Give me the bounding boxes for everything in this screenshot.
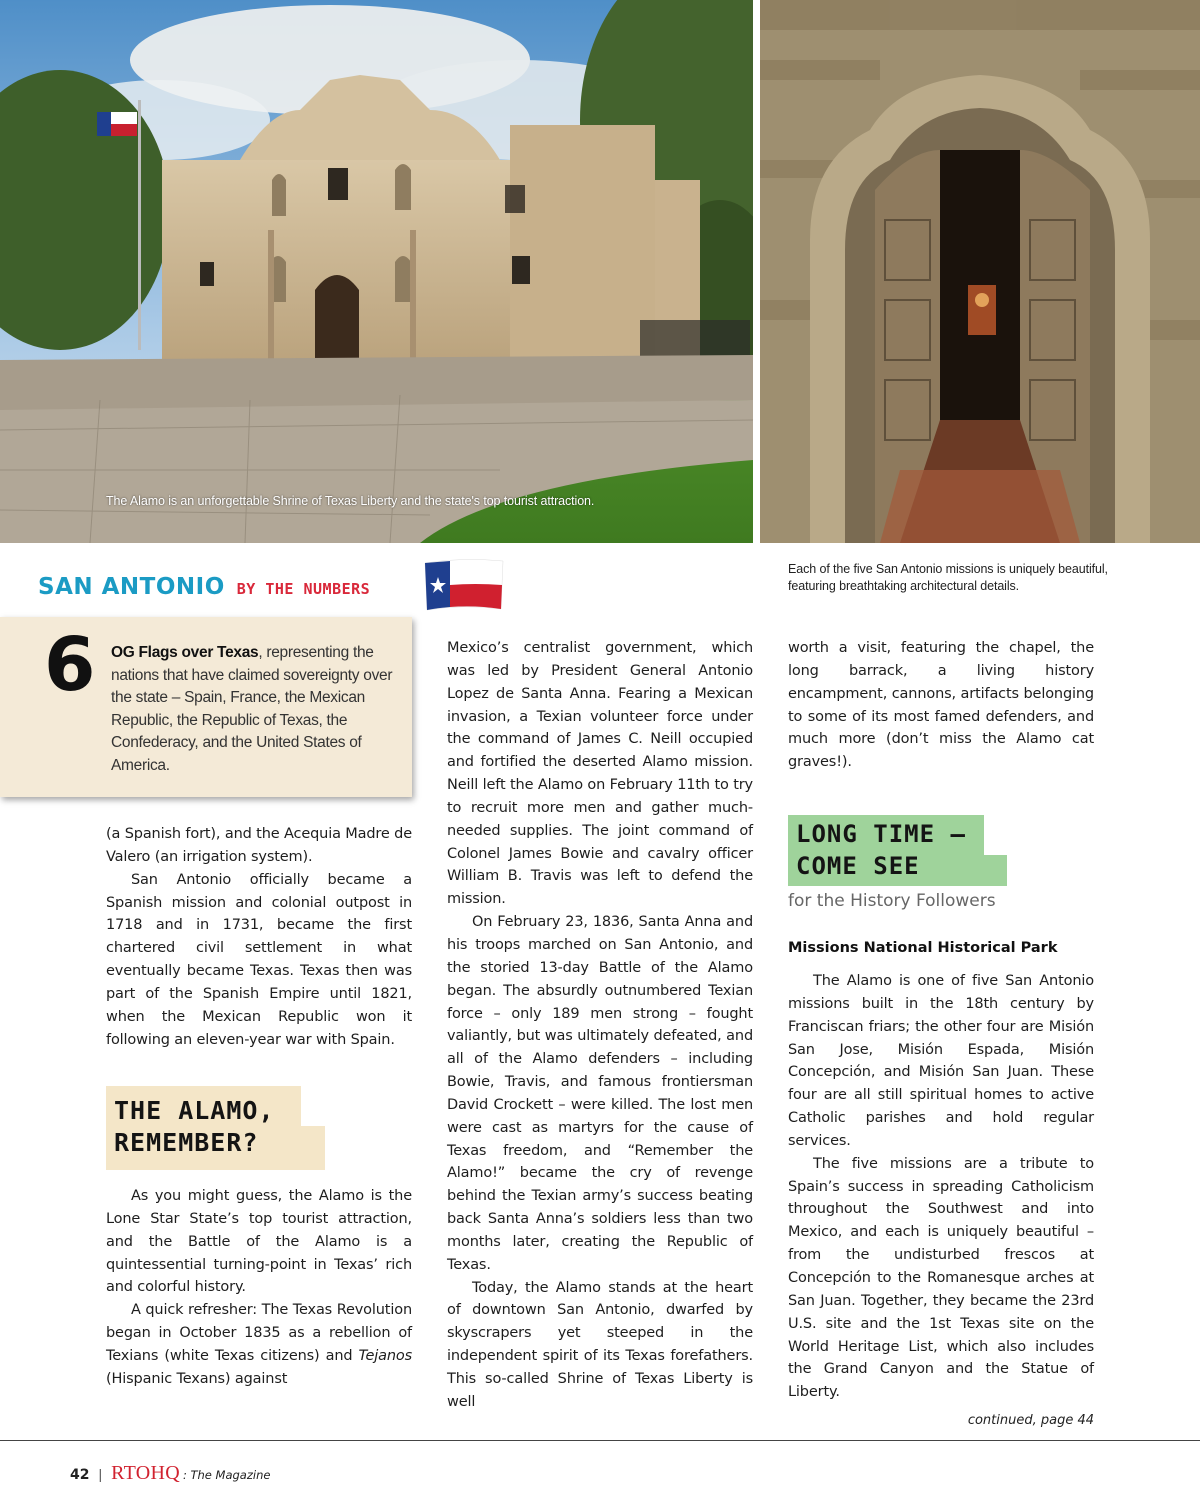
footer-divider <box>0 1440 1200 1441</box>
column-1-top <box>106 823 412 1051</box>
paragraph: worth a visit, featuring the chapel, the long barrack, a living history encampment, cannons, artifacts belonging to some of its most famed defenders, and much more (don’t miss the Alamo cat graves!). <box>788 640 1094 771</box>
heading-line: LONG TIME – <box>796 820 966 848</box>
column-1-bottom <box>106 1185 412 1391</box>
alamo-photo <box>0 0 753 543</box>
history-followers-subheading: for the History Followers <box>788 891 996 911</box>
heading-line: THE ALAMO, <box>114 1096 275 1125</box>
paragraph: San Antonio officially became a Spanish mission and colonial outpost in 1718 and in 1731, became the first chartered civil settlement in what eventually became Texas. Texas then was part of the Spanish Empire until 1821, when the Mexican Republic won it following an eleven-year war with Spain. <box>106 871 412 1048</box>
stat-lead: OG Flags over Texas <box>111 644 259 661</box>
texas-flag-icon <box>423 557 505 612</box>
doorway-photo-caption: Each of the five San Antonio missions is uniquely beautiful, featuring breathtaking architectural details. <box>788 562 1108 593</box>
paragraph <box>106 1299 412 1390</box>
column-3-top <box>788 637 1094 774</box>
paragraph: (a Spanish fort), and the Acequia Madre de Valero (an irrigation system). <box>106 826 412 865</box>
long-time-come-see-heading <box>796 818 966 882</box>
stat-detail: , representing the nations that have claimed sovereignty over the state – Spain, France, the Mexican Republic, the Republic of Texas, the Confederacy, and the United States of America. <box>111 644 393 774</box>
paragraph: Today, the Alamo stands at the heart of downtown San Antonio, dwarfed by skyscrapers yet steeped in the independent spirit of its Texas forefathers. This so-called Shrine of Texas Liberty is well <box>447 1279 753 1410</box>
emphasis: Tejanos <box>358 1347 412 1364</box>
section-title: SAN ANTONIO <box>38 574 225 600</box>
heading-line: REMEMBER? <box>114 1128 259 1157</box>
paragraph: Mexico’s centralist government, which was led by President General Antonio Lopez de Santa Anna. Fearing a Mexican invasion, a Texian volunteer force under the command of James C. Neill occupied and fortified the deserted Alamo mission. Neill left the Alamo on February 11th to try to recruit more men and gather much-needed supplies. The joint command of Colonel James Bowie and cavalry officer William B. Travis was left to defend the mission. <box>447 640 753 908</box>
text-run: A quick refresher: The Texas Revolution began in October 1835 as a rebellion of Texians (white Texas citizens) and <box>106 1302 412 1364</box>
footer-separator: | <box>98 1466 103 1482</box>
continued-link[interactable]: continued, page 44 <box>967 1413 1094 1428</box>
section-subtitle: BY THE NUMBERS <box>236 580 371 598</box>
heading-line: COME SEE <box>796 852 920 880</box>
page-number: 42 <box>70 1467 90 1483</box>
stat-number: 6 <box>44 622 96 708</box>
stat-description <box>111 642 401 778</box>
magazine-label: : The Magazine <box>182 1468 271 1482</box>
paragraph: As you might guess, the Alamo is the Lone Star State’s top tourist attraction, and the Battle of the Alamo is a quintessential turning-point in Texas’ rich and colorful history. <box>106 1188 412 1296</box>
column-3-bottom <box>788 970 1094 1404</box>
text-run: (Hispanic Texans) against <box>106 1370 288 1387</box>
paragraph: The Alamo is one of five San Antonio missions built in the 18th century by Franciscan friars; the other four are Misión San Jose, Misión Espada, Misión Concepción, and Misión San Juan. These four are all still spiritual homes to active Catholic parishes and hold regular services. <box>788 973 1094 1149</box>
alamo-photo-caption: The Alamo is an unforgettable Shrine of Texas Liberty and the state's top tourist attraction. <box>106 494 595 508</box>
column-2 <box>447 637 753 1414</box>
park-title: Missions National Historical Park <box>788 940 1058 956</box>
page-footer <box>70 1462 270 1485</box>
mission-doorway-photo <box>760 0 1200 543</box>
paragraph: The five missions are a tribute to Spain’s success in spreading Catholicism throughout the Southwest and into Mexico, and each is uniquely beautiful – from the undisturbed frescos at Concepción to the Romanesque arches at San Juan. Together, they became the 23rd U.S. site and the 1st Texas site on the World Heritage List, which also includes the Grand Canyon and the Statue of Liberty. <box>788 1155 1094 1401</box>
paragraph: On February 23, 1836, Santa Anna and his troops marched on San Antonio, and the storied 13-day Battle of the Alamo began. The absurdly outnumbered Texian force – only 189 men strong – fought valiantly, but was ultimately defeated, and all of the Alamo defenders – including Bowie, Travis, and famous frontiersman David Crockett – were killed. The lost men were cast as martyrs for the cause of Texas freedom, and “Remember the Alamo!” became the cry of revenge behind the Texian army’s success beating back Santa Anna’s soldiers less than two months later, creating the Republic of Texas. <box>447 914 753 1273</box>
the-alamo-heading <box>114 1095 275 1159</box>
brand-logo: RTOHQ <box>111 1462 180 1484</box>
section-header <box>38 574 370 600</box>
